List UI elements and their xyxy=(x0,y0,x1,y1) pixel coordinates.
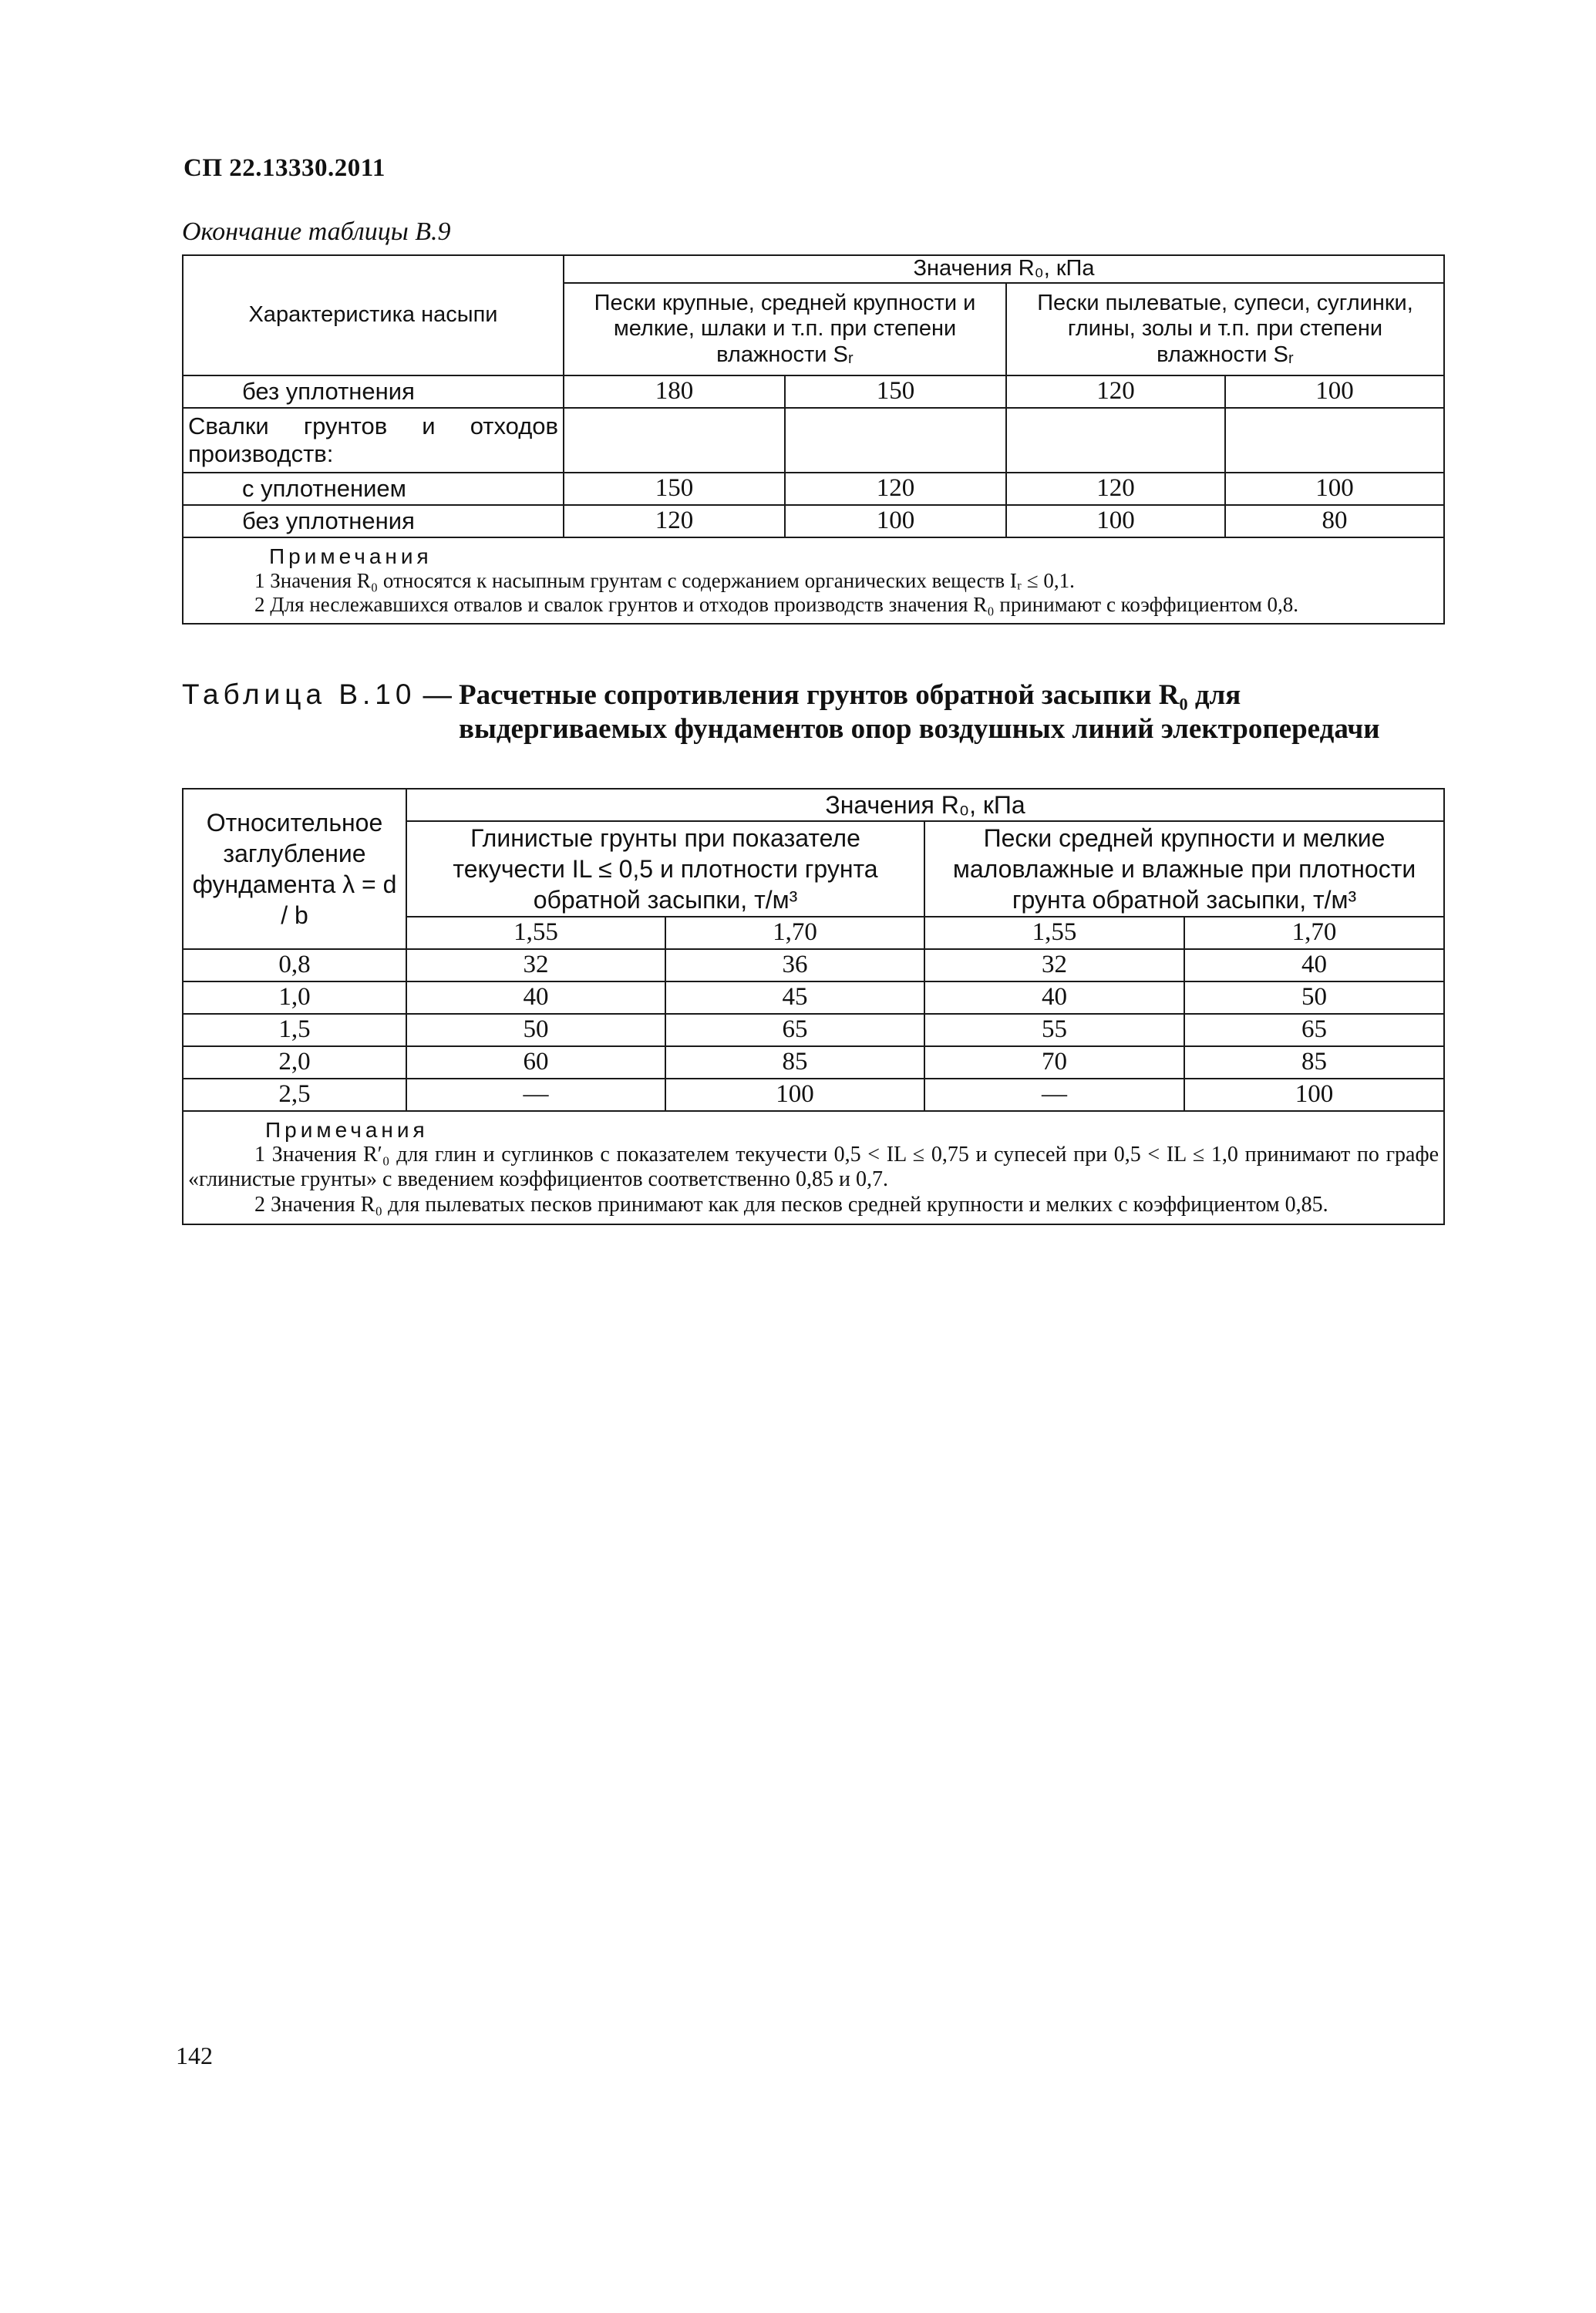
group-header-clay-soils: Глинистые грунты при показателе текучести IL ≤ 0,5 и плотности грунта обратной засыпки, т/м³ xyxy=(406,821,924,917)
table-row xyxy=(183,1079,1444,1111)
table-notes xyxy=(183,1111,1444,1224)
table-label: Таблица В.10 xyxy=(182,678,416,710)
table-row xyxy=(183,981,1444,1014)
table-row xyxy=(183,505,1444,537)
table-row xyxy=(183,1046,1444,1079)
cell-value: 120 xyxy=(1006,473,1225,505)
note-1: 1 Значения R₀ относятся к насыпным грунтам с содержанием органических веществ Iᵣ ≤ 0,1. xyxy=(254,569,1075,593)
note-2: 2 Значения R₀ для пылеватых песков принимают как для песков средней крупности и мелких с коэффициентом 0,85. xyxy=(254,1192,1328,1217)
density-header: 1,70 xyxy=(665,917,924,949)
cell-value: 80 xyxy=(1225,505,1444,537)
table-b10-caption xyxy=(182,678,1446,747)
cell-value: 32 xyxy=(406,949,665,981)
cell-value: — xyxy=(406,1079,665,1111)
caption-dash: — xyxy=(416,679,459,711)
cell-value: 65 xyxy=(1184,1014,1444,1046)
notes-heading: Примечания xyxy=(265,1118,429,1142)
col-header-embankment: Характеристика насыпи xyxy=(183,255,564,375)
values-header: Значения R₀, кПа xyxy=(406,789,1444,821)
cell-value: 100 xyxy=(1225,375,1444,408)
cell-value: 45 xyxy=(665,981,924,1014)
page-number: 142 xyxy=(176,2042,213,2069)
cell-value: 100 xyxy=(785,505,1006,537)
cell-value: 120 xyxy=(1006,375,1225,408)
cell-value xyxy=(564,408,785,473)
row-label: Свалки грунтов и отходов производств: xyxy=(183,408,564,473)
note-1: 1 Значения R′₀ для глин и суглинков с показателем текучести 0,5 < IL ≤ 0,75 и супесей при 0,5 < IL ≤ 1,0 принимают по графе «глинистые грунты» с введением коэффициентов соответственно 0,85 и 0,7. xyxy=(188,1143,1439,1192)
lambda-value: 0,8 xyxy=(183,949,406,981)
table-b9-continuation xyxy=(182,254,1445,625)
lambda-value: 1,0 xyxy=(183,981,406,1014)
cell-value: 32 xyxy=(924,949,1184,981)
cell-value: — xyxy=(924,1079,1184,1111)
lambda-value: 1,5 xyxy=(183,1014,406,1046)
cell-value: 50 xyxy=(406,1014,665,1046)
cell-value xyxy=(1225,408,1444,473)
table-row xyxy=(183,473,1444,505)
cell-value: 100 xyxy=(1006,505,1225,537)
lambda-value: 2,5 xyxy=(183,1079,406,1111)
cell-value: 40 xyxy=(1184,949,1444,981)
note-2: 2 Для неслежавшихся отвалов и свалок грунтов и отходов производств значения R₀ принимают с коэффициентом 0,8. xyxy=(254,593,1299,617)
cell-value: 100 xyxy=(1184,1079,1444,1111)
table-row xyxy=(183,1014,1444,1046)
cell-value: 120 xyxy=(564,505,785,537)
table-b10 xyxy=(182,788,1445,1225)
notes-heading: Примечания xyxy=(269,544,433,568)
group-header-coarse-sands: Пески крупные, средней крупности и мелкие, шлаки и т.п. при степени влажности Sᵣ xyxy=(564,283,1006,375)
cell-value: 180 xyxy=(564,375,785,408)
density-header: 1,55 xyxy=(924,917,1184,949)
density-header: 1,70 xyxy=(1184,917,1444,949)
cell-value: 40 xyxy=(406,981,665,1014)
table-row xyxy=(183,408,1444,473)
density-header: 1,55 xyxy=(406,917,665,949)
cell-value xyxy=(785,408,1006,473)
cell-value: 36 xyxy=(665,949,924,981)
lambda-value: 2,0 xyxy=(183,1046,406,1079)
row-label: с уплотнением xyxy=(183,473,564,505)
row-label: без уплотнения xyxy=(183,375,564,408)
cell-value: 85 xyxy=(665,1046,924,1079)
cell-value: 70 xyxy=(924,1046,1184,1079)
group-header-medium-sands: Пески средней крупности и мелкие маловлажные и влажные при плотности грунта обратной засыпки, т/м³ xyxy=(924,821,1444,917)
table-continuation-title: Окончание таблицы В.9 xyxy=(182,217,451,246)
values-header: Значения R₀, кПа xyxy=(564,255,1444,283)
cell-value: 40 xyxy=(924,981,1184,1014)
cell-value: 120 xyxy=(785,473,1006,505)
cell-value: 150 xyxy=(785,375,1006,408)
table-row xyxy=(183,949,1444,981)
col-header-relative-depth: Относительное заглубление фундамента λ = d / b xyxy=(183,789,406,949)
cell-value: 50 xyxy=(1184,981,1444,1014)
cell-value: 150 xyxy=(564,473,785,505)
row-label: без уплотнения xyxy=(183,505,564,537)
cell-value: 100 xyxy=(1225,473,1444,505)
table-notes xyxy=(183,537,1444,624)
cell-value: 65 xyxy=(665,1014,924,1046)
table-row xyxy=(183,375,1444,408)
table-title: Расчетные сопротивления грунтов обратной засыпки R₀ для выдергиваемых фундаментов опор воздушных линий электропередачи xyxy=(458,679,1380,746)
cell-value: 85 xyxy=(1184,1046,1444,1079)
cell-value: 100 xyxy=(665,1079,924,1111)
group-header-silty-soils: Пески пылеватые, супеси, суглинки, глины, золы и т.п. при степени влажности Sᵣ xyxy=(1006,283,1444,375)
cell-value: 55 xyxy=(924,1014,1184,1046)
cell-value xyxy=(1006,408,1225,473)
cell-value: 60 xyxy=(406,1046,665,1079)
document-code: СП 22.13330.2011 xyxy=(184,154,386,182)
